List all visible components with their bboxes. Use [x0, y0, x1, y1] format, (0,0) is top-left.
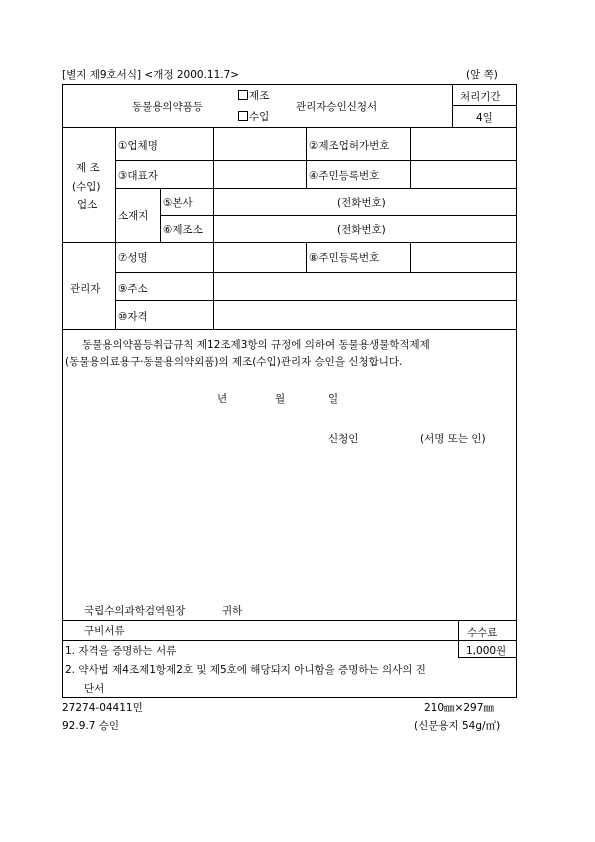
- document-item-1: 1. 자격을 증명하는 서류: [65, 645, 177, 657]
- document-item-2-line-2: 단서: [84, 683, 105, 695]
- company-section-label-2: (수입): [72, 181, 101, 193]
- processing-period-label: 처리기간: [460, 91, 501, 103]
- date-year-label: 년: [217, 393, 228, 405]
- title-suffix: 관리자승인신청서: [296, 101, 378, 113]
- form-code: 27274-04411민: [62, 702, 143, 714]
- addressee: 국립수의과학검역원장: [84, 605, 186, 617]
- applicant-label: 신청인: [328, 433, 359, 445]
- approval-date: 92.9.7 승인: [62, 720, 120, 732]
- company-name-label: ①업체명: [118, 140, 158, 152]
- statement-line-2: (동물용의료용구·동물용의약외품)의 제조(수입)관리자 승인을 신청합니다.: [65, 356, 403, 368]
- option-import[interactable]: 수입: [238, 109, 269, 124]
- representative-label: ③대표자: [118, 170, 158, 182]
- paper-size: 210㎜×297㎜: [424, 702, 494, 714]
- headquarters-label: ⑤본사: [163, 197, 193, 209]
- form-number: [별지 제9호서식] <개정 2000.11.7>: [62, 69, 240, 81]
- honorific: 귀하: [222, 605, 243, 617]
- processing-period-value: 4일: [476, 112, 493, 124]
- documents-header: 구비서류: [84, 625, 125, 637]
- document-item-2-line-1: 2. 약사법 제4조제1항제2호 및 제5호에 해당되지 아니함을 증명하는 의사의 진: [65, 664, 426, 676]
- manager-address-label: ⑨주소: [118, 283, 148, 295]
- date-day-label: 일: [328, 393, 339, 405]
- paper-type: (신문용지 54g/㎡): [414, 720, 501, 732]
- page-side-label: (앞 쪽): [466, 69, 498, 81]
- company-section-label-3: 업소: [77, 199, 98, 211]
- checkbox-import[interactable]: [238, 111, 248, 121]
- factory-phone-label: (전화번호): [337, 224, 386, 236]
- checkbox-manufacture[interactable]: [238, 90, 248, 100]
- signature-label: (서명 또는 인): [420, 433, 486, 445]
- fee-label: 수수료: [467, 627, 498, 639]
- fee-value: 1,000원: [466, 645, 507, 657]
- statement-line-1: 동물용의약품등취급규칙 제12조제3항의 규정에 의하여 동물용생물학적제제: [82, 339, 430, 351]
- manager-id-label: ⑧주민등록번호: [309, 252, 380, 264]
- manager-name-label: ⑦성명: [118, 252, 148, 264]
- title-prefix: 동물용의약품등: [132, 101, 204, 113]
- date-month-label: 월: [275, 393, 286, 405]
- option-manufacture[interactable]: 제조: [238, 88, 269, 103]
- manager-qualification-label: ⑩자격: [118, 311, 148, 323]
- company-section-label-1: 제 조: [76, 162, 100, 174]
- manager-section-label: 관리자: [70, 283, 101, 295]
- license-number-label: ②제조업허가번호: [309, 140, 390, 152]
- factory-label: ⑥제조소: [163, 224, 203, 236]
- hq-phone-label: (전화번호): [337, 197, 386, 209]
- location-label: 소재지: [118, 210, 149, 222]
- representative-id-label: ④주민등록번호: [309, 170, 380, 182]
